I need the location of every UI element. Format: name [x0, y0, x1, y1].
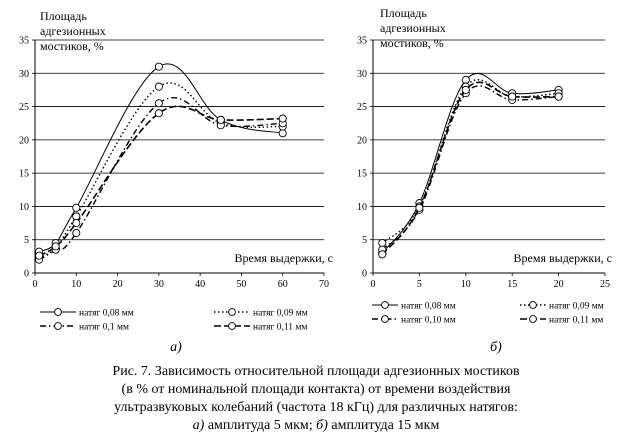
data-point — [462, 86, 469, 93]
data-point — [555, 93, 562, 100]
series-3 — [36, 98, 287, 264]
data-point — [36, 252, 43, 259]
caption-a-text: амплитуда 5 мкм; — [204, 418, 317, 433]
data-point — [155, 63, 162, 70]
y-tick-label: 35 — [357, 35, 367, 47]
data-point — [155, 110, 162, 117]
data-point — [73, 219, 80, 226]
y-axis-title-line: мостиков, % — [40, 39, 104, 53]
x-tick-label: 15 — [507, 279, 518, 290]
y-tick-label: 10 — [357, 201, 367, 213]
x-tick-label: 10 — [71, 279, 82, 290]
x-tick-label: 5 — [416, 279, 422, 290]
legend-label: натяг 0,09 мм — [549, 301, 604, 312]
y-tick-label: 15 — [19, 168, 29, 180]
y-tick-label: 0 — [362, 268, 367, 280]
caption-a-label: а) — [192, 418, 205, 433]
y-tick-label: 0 — [24, 268, 29, 280]
caption-b-text: амплитуда 15 мкм — [327, 418, 440, 433]
panel-label: б) — [490, 340, 502, 355]
x-axis-title: Время выдержки, с — [513, 251, 612, 265]
y-tick-label: 30 — [357, 68, 367, 80]
series-2 — [379, 80, 563, 247]
chart-panel-a — [19, 9, 333, 355]
legend-label: натяг 0,1 мм — [79, 322, 129, 333]
data-point — [217, 116, 224, 123]
y-tick-label: 20 — [357, 135, 367, 147]
x-tick-label: 60 — [277, 279, 288, 290]
data-point — [379, 239, 386, 246]
data-point — [52, 243, 59, 250]
legend-swatch-marker — [382, 316, 389, 323]
legend-item — [214, 309, 308, 319]
caption-line-1: Рис. 7. Зависимость относительной площади адгезионных мостиков — [112, 364, 520, 379]
legend-item — [520, 316, 603, 326]
data-point — [379, 251, 386, 258]
legend-label: натяг 0,11 мм — [549, 315, 604, 326]
legend-swatch-marker — [55, 323, 62, 330]
data-point — [73, 204, 80, 211]
legend-swatch-marker — [530, 302, 537, 309]
x-tick-label: 0 — [370, 279, 376, 290]
data-point — [462, 76, 469, 83]
legend — [40, 309, 308, 333]
x-tick-label: 20 — [553, 279, 564, 290]
x-tick-label: 40 — [195, 279, 206, 290]
y-tick-label: 25 — [19, 102, 29, 114]
panel-label: а) — [170, 340, 182, 355]
data-point — [279, 130, 286, 137]
legend-item — [40, 323, 129, 333]
y-tick-label: 5 — [362, 235, 367, 247]
y-axis-title-line: адгезионных — [40, 24, 106, 38]
x-tick-label: 20 — [112, 279, 123, 290]
legend-item — [214, 323, 307, 333]
legend-label: натяг 0,08 мм — [79, 308, 134, 319]
legend-swatch-marker — [229, 323, 236, 330]
x-tick-label: 25 — [600, 279, 610, 290]
series-line — [382, 73, 558, 253]
y-tick-label: 5 — [24, 235, 29, 247]
legend-swatch-marker — [530, 316, 537, 323]
y-tick-label: 20 — [19, 135, 29, 147]
y-tick-label: 30 — [19, 68, 29, 80]
caption-line-4 — [0, 417, 632, 435]
caption-b-label: б) — [316, 418, 328, 433]
x-tick-label: 30 — [153, 279, 164, 290]
legend-item — [372, 316, 456, 326]
y-axis-title-line: адгезионных — [380, 21, 446, 35]
data-point — [155, 100, 162, 107]
figure-caption — [0, 363, 632, 435]
x-tick-label: 0 — [32, 279, 38, 290]
legend-swatch-marker — [55, 309, 62, 316]
caption-line-2: (в % от номинальной площади контакта) от времени воздействия — [121, 382, 511, 397]
y-axis-title-line: мостиков, % — [380, 36, 444, 50]
y-tick-label: 10 — [19, 201, 29, 213]
legend-label: натяг 0,08 мм — [401, 301, 456, 312]
series-line — [382, 82, 558, 254]
data-point — [416, 204, 423, 211]
y-axis-title-line: Площадь — [380, 6, 427, 20]
legend-item — [372, 302, 456, 312]
y-axis-title-line: Площадь — [40, 9, 87, 23]
legend-label: натяг 0,09 мм — [253, 308, 308, 319]
data-point — [155, 83, 162, 90]
y-tick-label: 25 — [357, 102, 367, 114]
legend-label: натяг 0,11 мм — [253, 322, 308, 333]
legend — [372, 302, 604, 326]
x-tick-label: 10 — [460, 279, 471, 290]
x-axis-title: Время выдержки, с — [234, 251, 333, 265]
legend-label: натяг 0,10 мм — [401, 315, 456, 326]
legend-swatch-marker — [229, 309, 236, 316]
caption-line-3: ультразвуковых колебаний (частота 18 кГц) для различных натягов: — [114, 400, 518, 415]
y-tick-label: 15 — [357, 168, 367, 180]
legend-item — [520, 302, 604, 312]
x-tick-label: 70 — [319, 279, 329, 290]
data-point — [509, 93, 516, 100]
series-4 — [379, 82, 563, 258]
legend-item — [40, 309, 134, 319]
series-line — [382, 86, 558, 250]
data-point — [279, 115, 286, 122]
legend-swatch-marker — [382, 302, 389, 309]
series-line — [382, 80, 558, 243]
data-point — [73, 229, 80, 236]
chart-panel-b — [357, 6, 612, 355]
x-tick-label: 50 — [236, 279, 247, 290]
y-tick-label: 35 — [19, 35, 29, 47]
